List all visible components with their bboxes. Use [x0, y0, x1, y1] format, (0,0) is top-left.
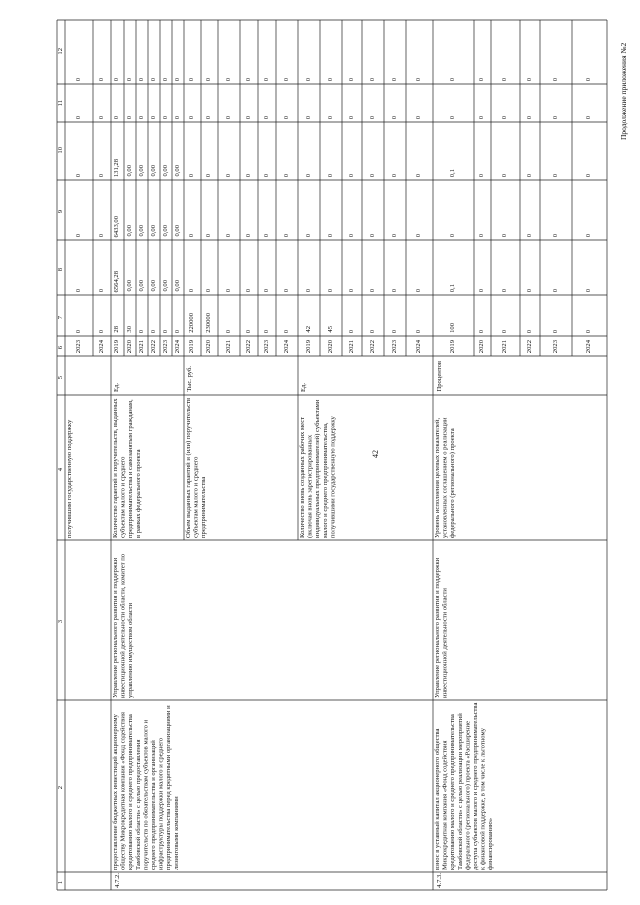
row-472-ind1-2022-c9: 0,00: [149, 225, 157, 237]
row-473-2021-c12: 0: [501, 78, 508, 82]
row-472-ind1-2020-year: 2020: [125, 340, 133, 354]
row-472-ind1-2020-c10: 0,00: [125, 165, 133, 177]
row-472-ind1-2019-year: 2019: [113, 340, 120, 354]
row-number-473: 4.7.3.: [435, 873, 443, 888]
row-472-ind3-2024-c9: 0: [415, 234, 422, 238]
continuation-row-2-year: 2024: [97, 340, 105, 354]
continuation-row-2-c8: 0: [97, 289, 105, 293]
row-472-ind2-2024-year: 2024: [282, 340, 290, 354]
row-473-2019-c7: 100: [449, 323, 456, 333]
row-472-ind2-2024-c12: 0: [282, 78, 290, 82]
row-472-ind1-2024-c9: 0,00: [173, 225, 181, 237]
row-472-ind1-2023-c11: 0: [161, 116, 169, 120]
row-472-indicator-3: Количество вновь созданных рабочих мест (включая вновь зарегистрированных индивидуальных предпринимателей) субъектами малого и среднего предпринимательства, получившими государственную поддержку: [299, 399, 337, 538]
row-473-2022-c12: 0: [525, 78, 533, 82]
continuation-row-2-c12: 0: [97, 78, 105, 82]
row-473-2024-c11: 0: [585, 116, 592, 120]
row-472-ind3-2019-c11: 0: [304, 116, 312, 120]
row-472-ind2-2024-c10: 0: [282, 174, 290, 178]
row-472-ind1-2023-c10: 0,00: [161, 165, 169, 177]
row-472-ind2-2019-c11: 0: [188, 116, 195, 120]
row-472-ind2-2020-c9: 0: [205, 234, 212, 238]
row-473-2023-year: 2023: [551, 340, 559, 354]
column-number-8: 8: [56, 267, 64, 271]
row-472-ind1-2020-c9: 0,00: [125, 225, 133, 237]
row-472-ind3-2019-c7: 42: [304, 326, 312, 333]
row-473-2022-c7: 0: [525, 330, 533, 334]
row-472-ind1-2019-c8: 6564,28: [113, 271, 120, 293]
row-473-executor: Управление регионального развития и поддержки инвестиционной деятельности области: [434, 557, 449, 698]
row-473-2022-c11: 0: [525, 116, 533, 120]
row-472-ind3-2024-c8: 0: [415, 289, 422, 293]
row-473-2024-c7: 0: [585, 330, 592, 334]
column-number-6: 6: [56, 346, 64, 350]
row-472-ind2-2019-year: 2019: [188, 340, 195, 354]
row-473-2020-c12: 0: [478, 78, 485, 82]
row-472-ind3-2022-c7: 0: [368, 330, 376, 334]
row-473-2023-c8: 0: [551, 289, 559, 293]
row-472-ind3-2019-c9: 0: [304, 234, 312, 238]
row-472-ind1-2022-c7: 0: [149, 330, 157, 334]
row-472-ind3-2024-c11: 0: [415, 116, 422, 120]
row-472-ind2-2023-year: 2023: [262, 340, 270, 354]
row-472-ind1-2021-c12: 0: [137, 78, 145, 82]
row-472-ind1-2019-c12: 0: [113, 78, 120, 82]
row-472-ind3-2019-c10: 0: [304, 174, 312, 178]
row-472-unit-2: Тыс. руб.: [185, 366, 193, 392]
row-472-ind2-2023-c11: 0: [262, 116, 270, 120]
row-473-2019-c11: 0: [449, 116, 456, 120]
row-473-2024-c12: 0: [585, 78, 592, 82]
row-472-ind2-2022-year: 2022: [244, 340, 252, 354]
row-473-2020-c9: 0: [478, 234, 485, 238]
row-472-ind3-2021-year: 2021: [347, 340, 355, 354]
continuation-row-1-c10: 0: [74, 174, 82, 178]
row-472-executor: Управление регионального развития и поддержки инвестиционной деятельности области, комитет по управлению имуществом области: [112, 553, 135, 698]
column-number-5: 5: [56, 375, 64, 379]
row-473-2024-c9: 0: [585, 234, 592, 238]
row-472-ind3-2024-c12: 0: [415, 78, 422, 82]
row-472-ind3-2019-c8: 0: [304, 289, 312, 293]
row-472-ind3-2021-c9: 0: [347, 234, 355, 238]
row-472-ind1-2021-c11: 0: [137, 116, 145, 120]
continuation-row-1-year: 2023: [74, 340, 82, 354]
row-472-ind1-2024-year: 2024: [173, 340, 181, 354]
row-472-ind3-2023-c8: 0: [390, 289, 398, 293]
row-473-2019-c9: 0: [449, 234, 456, 238]
row-472-ind3-2020-c12: 0: [326, 78, 334, 82]
row-472-ind3-2023-c10: 0: [390, 174, 398, 178]
row-472-ind3-2023-c9: 0: [390, 234, 398, 238]
row-473-2019-year: 2019: [449, 340, 456, 354]
row-473-2021-c11: 0: [501, 116, 508, 120]
continuation-row-1-c8: 0: [74, 289, 82, 293]
continuation-row-1-c12: 0: [74, 78, 82, 82]
row-472-ind2-2021-c12: 0: [224, 78, 232, 82]
row-472-ind2-2023-c10: 0: [262, 174, 270, 178]
row-472-ind3-2023-year: 2023: [390, 340, 398, 354]
continuation-row-2-c7: 0: [97, 330, 105, 334]
row-472-ind2-2020-c11: 0: [205, 116, 212, 120]
continuation-row-1-c9: 0: [74, 234, 82, 238]
row-472-ind1-2021-c9: 0,00: [137, 225, 145, 237]
row-472-ind3-2022-c11: 0: [368, 116, 376, 120]
row-472-ind2-2020-year: 2020: [205, 340, 212, 354]
row-473-2022-c10: 0: [525, 174, 533, 178]
row-472-ind1-2023-c9: 0,00: [161, 225, 169, 237]
row-473-2023-c11: 0: [551, 116, 559, 120]
row-472-ind1-2022-c10: 0,00: [149, 165, 157, 177]
row-472-ind3-2023-c7: 0: [390, 330, 398, 334]
row-472-ind3-2020-c11: 0: [326, 116, 334, 120]
row-472-ind3-2024-c10: 0: [415, 174, 422, 178]
row-472-ind2-2024-c11: 0: [282, 116, 290, 120]
row-472-ind3-2019-year: 2019: [304, 340, 312, 354]
row-473-2019-c12: 0: [449, 78, 456, 82]
row-472-ind1-2021-year: 2021: [137, 340, 145, 354]
row-473-2021-c8: 0: [501, 289, 508, 293]
row-472-ind1-2022-c8: 0,00: [149, 280, 157, 292]
row-472-ind2-2020-c10: 0: [205, 174, 212, 178]
row-473-2023-c10: 0: [551, 174, 559, 178]
row-472-ind3-2020-c9: 0: [326, 234, 334, 238]
row-473-2024-c10: 0: [585, 174, 592, 178]
row-472-ind3-2023-c11: 0: [390, 116, 398, 120]
row-472-ind1-2024-c8: 0,00: [173, 280, 181, 292]
row-473-2019-c10: 0,1: [449, 169, 456, 178]
row-472-ind3-2022-c12: 0: [368, 78, 376, 82]
row-472-ind1-2020-c8: 0,00: [125, 280, 133, 292]
row-472-ind3-2022-c10: 0: [368, 174, 376, 178]
row-472-ind2-2021-c9: 0: [224, 234, 232, 238]
row-472-ind3-2023-c12: 0: [390, 78, 398, 82]
row-472-unit-1: Ед.: [112, 383, 120, 393]
row-472-ind2-2022-c8: 0: [244, 289, 252, 293]
column-number-9: 9: [56, 210, 64, 214]
row-472-ind2-2021-c11: 0: [224, 116, 232, 120]
row-473-unit: Процентов: [435, 361, 443, 392]
row-473-2023-c12: 0: [551, 78, 559, 82]
column-number-11: 11: [56, 100, 64, 107]
row-472-indicator-1: Количество гарантий и поручительств, выданных субъектам малого и среднего предпринимательства и самозанятым гражданам, в рамках федерального проекта: [112, 398, 142, 538]
row-472-ind1-2022-c11: 0: [149, 116, 157, 120]
column-number-10: 10: [56, 147, 64, 154]
running-header: Продолжение приложения №2: [619, 42, 628, 140]
row-472-ind1-2020-c11: 0: [125, 116, 133, 120]
row-472-ind3-2022-c9: 0: [368, 234, 376, 238]
row-473-2022-c9: 0: [525, 234, 533, 238]
row-472-ind3-2020-c7: 45: [326, 326, 334, 333]
row-473-2021-c9: 0: [501, 234, 508, 238]
column-number-12: 12: [56, 48, 64, 55]
row-472-ind2-2020-c12: 0: [205, 78, 212, 82]
column-number-3: 3: [56, 620, 64, 624]
row-472-indicator-2: Объем выданных гарантий и (или) поручительств субъектам малого и среднего предпринимательства: [185, 397, 208, 538]
row-472-ind1-2023-c7: 0: [161, 330, 169, 334]
row-472-ind2-2022-c10: 0: [244, 174, 252, 178]
row-472-ind2-2019-c8: 0: [188, 289, 195, 293]
row-472-ind3-2022-year: 2022: [368, 340, 376, 354]
continuation-row-2-c10: 0: [97, 174, 105, 178]
row-472-ind1-2024-c12: 0: [173, 78, 181, 82]
row-473-2024-year: 2024: [585, 340, 592, 354]
row-473-2020-c10: 0: [478, 174, 485, 178]
row-473-2021-year: 2021: [501, 340, 508, 354]
row-473-2023-c7: 0: [551, 330, 559, 334]
row-472-ind2-2021-c7: 0: [224, 330, 232, 334]
row-473-2021-c10: 0: [501, 174, 508, 178]
row-473-2022-c8: 0: [525, 289, 533, 293]
row-472-ind2-2023-c8: 0: [262, 289, 270, 293]
column-number-4: 4: [56, 467, 64, 471]
row-472-ind1-2021-c10: 0,00: [137, 165, 145, 177]
row-472-ind1-2020-c12: 0: [125, 78, 133, 82]
row-472-ind1-2024-c10: 0,00: [173, 165, 181, 177]
row-472-ind1-2021-c8: 0,00: [137, 280, 145, 292]
row-472-ind2-2022-c7: 0: [244, 330, 252, 334]
row-472-ind3-2020-year: 2020: [326, 340, 334, 354]
row-472-ind2-2022-c12: 0: [244, 78, 252, 82]
row-473-2023-c9: 0: [551, 234, 559, 238]
row-473-2020-c11: 0: [478, 116, 485, 120]
row-472-ind3-2021-c10: 0: [347, 174, 355, 178]
row-472-ind1-2021-c7: 0: [137, 330, 145, 334]
row-473-2019-c8: 0,1: [449, 284, 456, 293]
row-472-ind2-2019-c7: 220000: [188, 313, 195, 333]
row-472-ind2-2021-year: 2021: [224, 340, 232, 354]
row-472-ind2-2024-c8: 0: [282, 289, 290, 293]
row-472-ind3-2022-c8: 0: [368, 289, 376, 293]
row-473-indicator: Уровень исполнения целевых показателей, установленных соглашением о реализации федерального (регионального) проекта: [434, 417, 457, 538]
row-472-ind1-2019-c10: 131,28: [113, 159, 120, 178]
row-472-ind2-2023-c12: 0: [262, 78, 270, 82]
row-472-ind3-2021-c7: 0: [347, 330, 355, 334]
row-472-ind3-2024-c7: 0: [415, 330, 422, 334]
row-472-ind3-2021-c8: 0: [347, 289, 355, 293]
row-number-472: 4.7.2.: [113, 873, 121, 888]
row-472-ind1-2019-c9: 6433,00: [113, 216, 120, 238]
row-473-name: взнос в уставный капитал акционерного общества Микрокредитная компания «Фонд содействия кредитованию малого и среднего предпринимательства Тамбовской области» с целью реализации мероприятий федерального (регионального) проекта «Расширение доступа субъектов малого и среднего предпринимательства к финансовой поддержке, в том числе к льготному финансированию»: [434, 702, 495, 870]
row-472-ind1-2023-c12: 0: [161, 78, 169, 82]
row-472-ind3-2024-year: 2024: [415, 340, 422, 354]
row-472-ind1-2023-year: 2023: [161, 340, 169, 354]
row-472-ind2-2020-c8: 0: [205, 289, 212, 293]
row-473-2020-c8: 0: [478, 289, 485, 293]
row-473-2020-year: 2020: [478, 340, 485, 354]
row-472-ind2-2022-c9: 0: [244, 234, 252, 238]
page-number: 42: [371, 450, 380, 458]
row-472-ind2-2023-c7: 0: [262, 330, 270, 334]
row-472-ind1-2024-c7: 0: [173, 330, 181, 334]
row-473-2021-c7: 0: [501, 330, 508, 334]
continuation-indicator: получившим государственную поддержку: [66, 419, 73, 538]
row-472-ind1-2022-c12: 0: [149, 78, 157, 82]
row-472-ind3-2019-c12: 0: [304, 78, 312, 82]
row-472-ind1-2024-c11: 0: [173, 116, 181, 120]
continuation-row-1-c7: 0: [74, 330, 82, 334]
row-472-ind2-2019-c10: 0: [188, 174, 195, 178]
row-472-ind2-2020-c7: 230000: [205, 313, 212, 333]
row-472-name: предоставление бюджетных инвестиций акционерному обществу Микрокредитная компания «Фонд содействия кредитованию малого и среднего предпринимательства Тамбовской области» с целью предоставления поручительств по обязательствам субъектов малого и среднего предпринимательства и организаций инфраструктуры поддержки малого и среднего предпринимательства перед кредитными организациями и лизинговыми компаниями: [112, 705, 180, 870]
column-number-1: 1: [56, 881, 64, 885]
column-number-7: 7: [56, 315, 64, 319]
row-472-ind2-2019-c12: 0: [188, 78, 195, 82]
row-473-2022-year: 2022: [525, 340, 533, 354]
row-472-ind3-2021-c12: 0: [347, 78, 355, 82]
row-472-ind2-2022-c11: 0: [244, 116, 252, 120]
row-473-2024-c8: 0: [585, 289, 592, 293]
column-number-2: 2: [56, 786, 64, 790]
row-472-ind3-2020-c8: 0: [326, 289, 334, 293]
row-472-ind2-2019-c9: 0: [188, 234, 195, 238]
row-472-ind1-2019-c7: 28: [113, 326, 120, 333]
row-472-ind1-2023-c8: 0,00: [161, 280, 169, 292]
row-472-ind3-2021-c11: 0: [347, 116, 355, 120]
continuation-row-1-c11: 0: [74, 116, 82, 120]
row-472-unit-3: Ед.: [299, 383, 307, 393]
continuation-row-2-c11: 0: [97, 116, 105, 120]
row-472-ind1-2020-c7: 30: [125, 326, 133, 333]
row-472-ind1-2022-year: 2022: [149, 340, 157, 354]
row-472-ind2-2024-c7: 0: [282, 330, 290, 334]
row-472-ind3-2020-c10: 0: [326, 174, 334, 178]
row-472-ind2-2021-c10: 0: [224, 174, 232, 178]
continuation-row-2-c9: 0: [97, 234, 105, 238]
row-472-ind2-2021-c8: 0: [224, 289, 232, 293]
row-472-ind1-2019-c11: 0: [113, 116, 120, 120]
row-473-2020-c7: 0: [478, 330, 485, 334]
row-472-ind2-2024-c9: 0: [282, 234, 290, 238]
row-472-ind2-2023-c9: 0: [262, 234, 270, 238]
